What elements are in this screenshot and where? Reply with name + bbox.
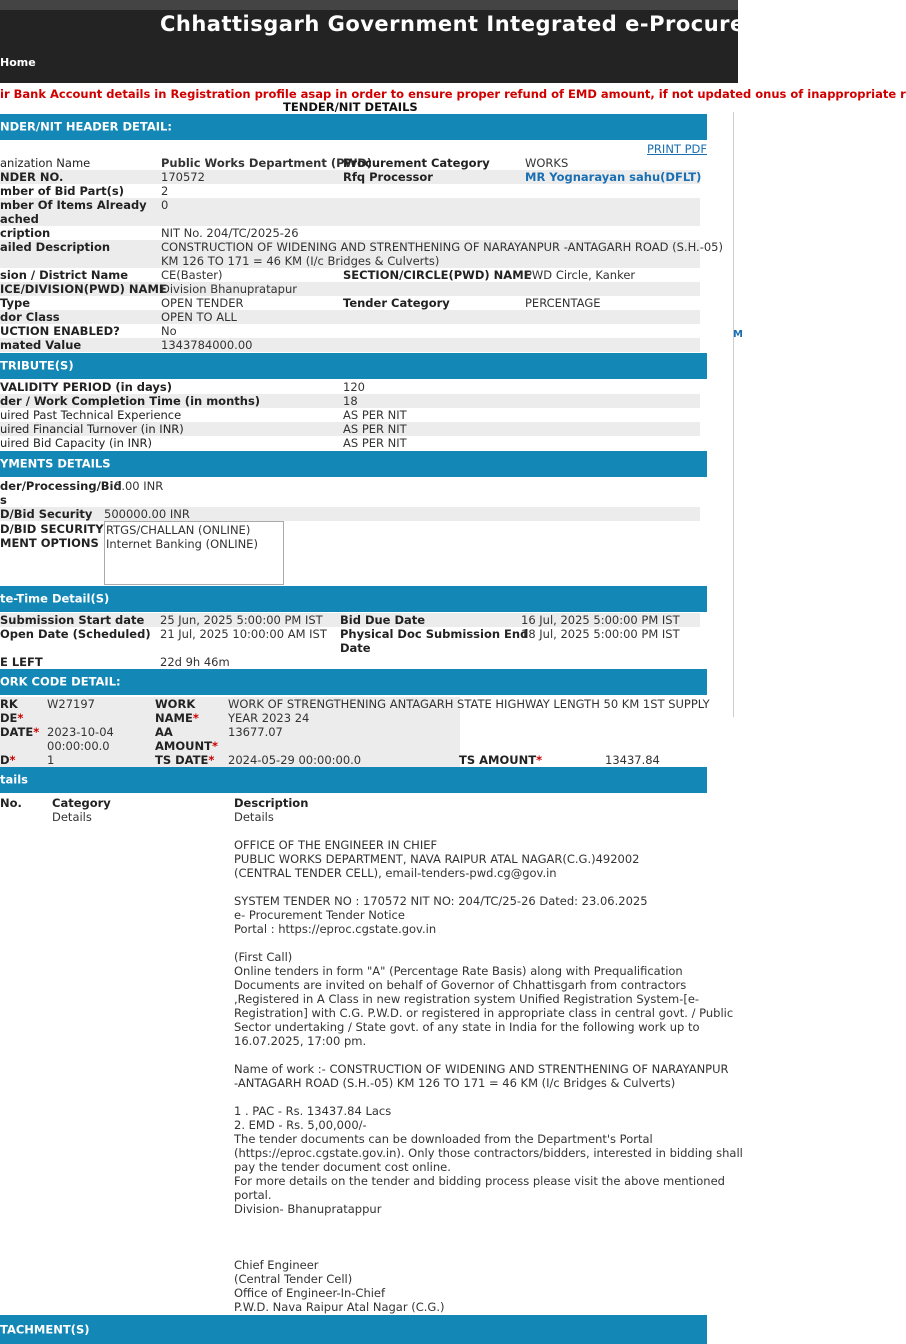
attr-label: VALIDITY PERIOD (in days) — [0, 380, 172, 394]
time-left-label: E LEFT — [0, 655, 43, 669]
work-name-label-text: NAME — [155, 711, 193, 725]
ts-date-label — [155, 753, 214, 767]
right-panel-marker: M — [733, 329, 743, 340]
description-line: PUBLIC WORKS DEPARTMENT, NAVA RAIPUR ATAL NAGAR(C.G.)492002 — [234, 852, 640, 866]
section-title: NDER/NIT HEADER DETAIL: — [0, 119, 172, 134]
detailed-desc-label: ailed Description — [0, 240, 111, 254]
submission-start-label: Submission Start date — [0, 613, 145, 627]
tender-category-value: PERCENTAGE — [525, 296, 601, 310]
vendor-class-label: dor Class — [0, 310, 60, 324]
division-label: sion / District Name — [0, 268, 129, 282]
description-line: The tender documents can be downloaded from the Department's Portal — [234, 1132, 653, 1146]
work-code-label: RK — [0, 697, 18, 711]
bid-parts-value: 2 — [161, 184, 169, 198]
ts-date-value: 2024-05-29 00:00:00.0 — [228, 753, 362, 767]
description-line: Online tenders in form "A" (Percentage Rate Basis) along with Prequalification — [234, 964, 683, 978]
type-value: OPEN TENDER — [161, 296, 244, 310]
bid-due-value: 16 Jul, 2025 5:00:00 PM IST — [521, 613, 680, 627]
section-title: ORK CODE DETAIL: — [0, 674, 121, 689]
work-code-value: W27197 — [47, 697, 95, 711]
section-title: TACHMENT(S) — [0, 1322, 90, 1336]
detailed-desc-value-2: KM 126 TO 171 = 46 KM (I/c Bridges & Culverts) — [161, 254, 440, 268]
section-details — [0, 767, 707, 793]
rfq-value: MR Yognarayan sahu(DFLT) — [525, 170, 702, 184]
home-link[interactable]: Home — [0, 56, 36, 69]
date-value: 2023-10-04 — [47, 725, 114, 739]
description-line: P.W.D. Nava Raipur Atal Nagar (C.G.) — [234, 1300, 445, 1314]
print-pdf-link[interactable]: PRINT PDF — [647, 142, 708, 156]
estimated-value: 1343784000.00 — [161, 338, 253, 352]
fee-label: der/Processing/Bid — [0, 479, 122, 493]
items-label-2: ached — [0, 212, 39, 226]
description-line: (First Call) — [234, 950, 293, 964]
emd-notice-marquee: ir Bank Account details in Registration profile asap in order to ensure proper refund of EMD amount, if not updated onus of inappropriate r — [0, 87, 906, 101]
d-value: 1 — [47, 753, 55, 767]
description-line: For more details on the tender and bidding process please visit the above mentioned — [234, 1174, 725, 1188]
physical-doc-label-2: Date — [340, 641, 371, 655]
division-value: CE(Baster) — [161, 268, 223, 282]
attr-value: 18 — [343, 394, 358, 408]
description-line: Documents are invited on behalf of Governor of Chhattisgarh from contractors — [234, 978, 687, 992]
desc-value: NIT No. 204/TC/2025-26 — [161, 226, 299, 240]
date-label — [0, 725, 39, 739]
work-name-label: WORK — [155, 697, 196, 711]
description-line: Sector undertaking / State govt. of any state in India for the following work up to — [234, 1020, 700, 1034]
section-title: te-Time Detail(S) — [0, 591, 110, 606]
section-attachments — [0, 1315, 707, 1344]
date-label-text: DATE — [0, 725, 34, 739]
description-line: Chief Engineer — [234, 1258, 319, 1272]
ts-amount-value: 13437.84 — [605, 753, 660, 767]
items-value: 0 — [161, 198, 169, 212]
bid-due-label: Bid Due Date — [340, 613, 426, 627]
description-line: 16.07.2025, 17:00 pm. — [234, 1034, 367, 1048]
aa-amount-label-text: AMOUNT — [155, 739, 212, 753]
attr-label: uired Bid Capacity (in INR) — [0, 436, 153, 450]
attr-label: uired Financial Turnover (in INR) — [0, 422, 184, 436]
description-line: portal. — [234, 1188, 272, 1202]
right-side-panel — [733, 112, 739, 717]
attr-label: der / Work Completion Time (in months) — [0, 394, 261, 408]
aa-amount-label — [155, 739, 218, 753]
section-header-detail — [0, 114, 707, 140]
ts-amount-label — [459, 753, 542, 767]
aa-amount-value: 13677.07 — [228, 725, 283, 739]
description-line: Division- Bhanupratappur — [234, 1202, 382, 1216]
fee-label-2: s — [0, 493, 7, 507]
emd-value: 500000.00 INR — [104, 507, 190, 521]
payment-option-label-2: MENT OPTIONS — [0, 536, 99, 550]
items-label: mber Of Items Already — [0, 198, 147, 212]
date-value-2: 00:00:00.0 — [47, 739, 110, 753]
page-title: TENDER/NIT DETAILS — [283, 100, 418, 114]
de-label-text: DE — [0, 711, 18, 725]
work-name-value-2: YEAR 2023 24 — [228, 711, 310, 725]
description-line: Portal : https://eproc.cgstate.gov.in — [234, 922, 437, 936]
section-workcode — [0, 669, 707, 695]
required-star: * — [211, 739, 218, 753]
description-line: (CENTRAL TENDER CELL), email-tenders-pwd.cg@gov.in — [234, 866, 557, 880]
attr-value: AS PER NIT — [343, 436, 407, 450]
top-strip — [0, 0, 738, 10]
details-description-sub: Details — [234, 810, 274, 824]
work-name-label-2 — [155, 711, 199, 725]
ts-date-label-text: TS DATE — [155, 753, 209, 767]
site-header — [0, 10, 782, 83]
section-circle-value: PWD Circle, Kanker — [525, 268, 636, 282]
required-star: * — [208, 753, 215, 767]
required-star: * — [192, 711, 199, 725]
description-line: Office of Engineer-In-Chief — [234, 1286, 386, 1300]
attr-value: AS PER NIT — [343, 408, 407, 422]
bid-parts-label: mber of Bid Part(s) — [0, 184, 124, 198]
type-label: Type — [0, 296, 31, 310]
section-title: TRIBUTE(S) — [0, 358, 74, 373]
description-line: (https://eproc.cgstate.gov.in). Only those contractors/bidders, interested in bidding shall — [234, 1146, 743, 1160]
vendor-class-value: OPEN TO ALL — [161, 310, 237, 324]
ts-amount-label-text: TS AMOUNT — [459, 753, 537, 767]
required-star: * — [536, 753, 543, 767]
details-no-header: No. — [0, 796, 22, 810]
section-datetime — [0, 586, 707, 612]
description-line: 1 . PAC - Rs. 13437.84 Lacs — [234, 1104, 392, 1118]
row-bg — [0, 310, 700, 324]
auction-label: UCTION ENABLED? — [0, 324, 120, 338]
auction-value: No — [161, 324, 177, 338]
proc-cat-value: WORKS — [525, 156, 569, 170]
physical-doc-value: 18 Jul, 2025 5:00:00 PM IST — [521, 627, 680, 641]
description-line: Registration] with C.G. P.W.D. or registered in appropriate class in central govt. / Public — [234, 1006, 734, 1020]
office-value: Division Bhanupratapur — [161, 282, 297, 296]
aa-label: AA — [155, 725, 173, 739]
description-line: -ANTAGARH ROAD (S.H.-05) KM 126 TO 171 = 46 KM (I/c Bridges & Culverts) — [234, 1076, 676, 1090]
open-date-label: Open Date (Scheduled) — [0, 627, 151, 641]
tender-category-label: Tender Category — [343, 296, 450, 310]
details-category-sub: Details — [52, 810, 92, 824]
required-star: * — [17, 711, 24, 725]
section-title: tails — [0, 772, 28, 787]
detailed-desc-value: CONSTRUCTION OF WIDENING AND STRENTHENING OF NARAYANPUR -ANTAGARH ROAD (S.H.-05) — [161, 240, 723, 254]
tender-no-label: NDER NO. — [0, 170, 64, 184]
proc-cat-label: Procurement Category — [343, 156, 490, 170]
estimated-value-label: mated Value — [0, 338, 82, 352]
section-circle-label: SECTION/CIRCLE(PWD) NAME — [343, 268, 532, 282]
d-label — [0, 753, 16, 767]
org-value: Public Works Department (PWD) — [161, 156, 373, 170]
description-line: Name of work :- CONSTRUCTION OF WIDENING AND STRENTHENING OF NARAYANPUR — [234, 1062, 729, 1076]
details-category-header: Category — [52, 796, 111, 810]
details-description-header: Description — [234, 796, 309, 810]
payment-option-label: D/BID SECURITY — [0, 522, 104, 536]
attr-value: AS PER NIT — [343, 422, 407, 436]
open-date-value: 21 Jul, 2025 10:00:00 AM IST — [160, 627, 327, 641]
site-title: Chhattisgarh Government Integrated e-Procureme — [160, 12, 782, 36]
submission-start-value: 25 Jun, 2025 5:00:00 PM IST — [160, 613, 323, 627]
description-line: ,Registered in A Class in new registration system Unified Registration System-[e- — [234, 992, 700, 1006]
section-payments — [0, 451, 707, 477]
fee-value: 0.00 INR — [114, 479, 164, 493]
emd-label: D/Bid Security — [0, 507, 93, 521]
attr-value: 120 — [343, 380, 365, 394]
office-label: ICE/DIVISION(PWD) NAME — [0, 282, 167, 296]
rfq-label: Rfq Processor — [343, 170, 433, 184]
tender-no-value: 170572 — [161, 170, 205, 184]
time-left-value: 22d 9h 46m — [160, 655, 230, 669]
required-star: * — [9, 753, 16, 767]
payment-option-rtgs[interactable]: RTGS/CHALLAN (ONLINE) — [106, 523, 251, 537]
desc-label: cription — [0, 226, 51, 240]
description-line: e- Procurement Tender Notice — [234, 908, 405, 922]
physical-doc-label: Physical Doc Submission End — [340, 627, 529, 641]
description-line: (Central Tender Cell) — [234, 1272, 353, 1286]
attr-label: uired Past Technical Experience — [0, 408, 182, 422]
work-name-value: WORK OF STRENGTHENING ANTAGARH STATE HIGHWAY LENGTH 50 KM 1ST SUPPLY — [228, 697, 710, 711]
description-line: OFFICE OF THE ENGINEER IN CHIEF — [234, 838, 438, 852]
required-star: * — [33, 725, 40, 739]
payment-option-netbanking[interactable]: Internet Banking (ONLINE) — [106, 537, 258, 551]
description-line: 2. EMD - Rs. 5,00,000/- — [234, 1118, 367, 1132]
d-label-text: D — [0, 753, 10, 767]
de-label — [0, 711, 23, 725]
section-attributes — [0, 353, 707, 379]
description-line: pay the tender document cost online. — [234, 1160, 451, 1174]
description-line: SYSTEM TENDER NO : 170572 NIT NO: 204/TC/25-26 Dated: 23.06.2025 — [234, 894, 648, 908]
row-bg — [0, 338, 700, 352]
org-label: anization Name — [0, 156, 91, 170]
section-title: YMENTS DETAILS — [0, 456, 111, 471]
